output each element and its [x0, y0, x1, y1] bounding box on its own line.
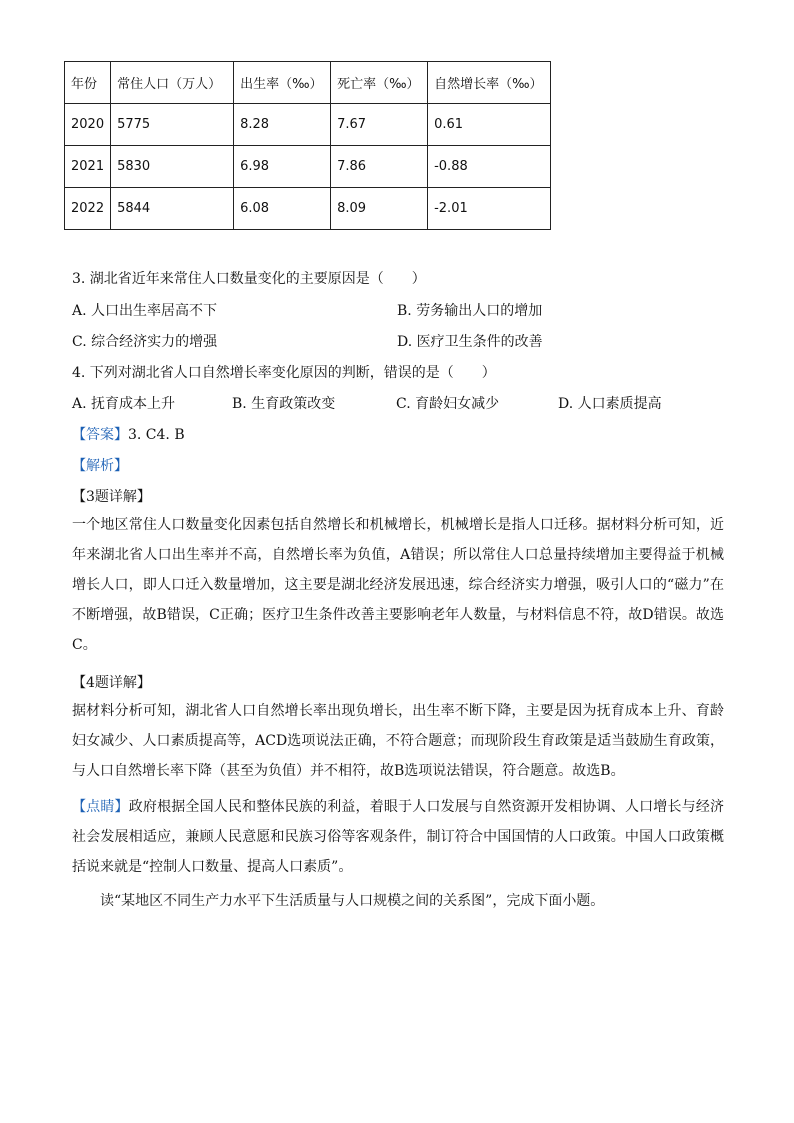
detail-4-tag: 【4题详解】 — [72, 675, 151, 691]
question-3-stem: 3. 湖北省近年来常住人口数量变化的主要原因是（ ） — [72, 271, 426, 287]
question-3-option-c: C. 综合经济实力的增强 — [72, 334, 218, 350]
table-cell: 5844 — [111, 188, 234, 230]
table-row — [65, 146, 551, 188]
table-cell: 2021 — [65, 146, 111, 188]
reading-instruction: 读“某地区不同生产力水平下生活质量与人口规模之间的关系图”，完成下面小题。 — [100, 893, 605, 909]
table-cell: -0.88 — [428, 146, 551, 188]
pointer-tag: 【点睛】 — [72, 799, 129, 815]
question-3-option-d: D. 医疗卫生条件的改善 — [397, 334, 543, 350]
analysis-tag: 【解析】 — [72, 458, 128, 474]
table-cell: 0.61 — [428, 104, 551, 146]
table-row — [65, 188, 551, 230]
answer-text: 3. C4. B — [128, 427, 185, 443]
detail-4-text: 据材料分析可知，湖北省人口自然增长率出现负增长，出生率不断下降，主要是因为抚育成本上升、育龄妇女减少、人口素质提高等，ACD选项说法正确，不符合题意；而现阶段生育政策是适当鼓励生育政策，与人口自然增长率下降（甚至为负值）并不相符，故B选项说法错误，符合题意。故选B。 — [72, 703, 724, 779]
table-header-cell: 死亡率（‰） — [331, 62, 428, 104]
table-cell: -2.01 — [428, 188, 551, 230]
pointer-block — [72, 792, 724, 882]
question-3-option-b: B. 劳务输出人口的增加 — [397, 303, 543, 319]
pointer-text: 政府根据全国人民和整体民族的利益，着眼于人口发展与自然资源开发相协调、人口增长与经济社会发展相适应，兼顾人民意愿和民族习俗等客观条件，制订符合中国国情的人口政策。中国人口政策概括说来就是“控制人口数量、提高人口素质”。 — [72, 799, 725, 875]
table-header-row — [65, 62, 551, 104]
table-cell: 2022 — [65, 188, 111, 230]
table-cell: 7.67 — [331, 104, 428, 146]
question-4-option-b: B. 生育政策改变 — [232, 396, 336, 412]
table-cell: 8.28 — [234, 104, 331, 146]
answer-tag: 【答案】 — [72, 427, 128, 443]
detail-3-text: 一个地区常住人口数量变化因素包括自然增长和机械增长，机械增长是指人口迁移。据材料分析可知，近年来湖北省人口出生率并不高，自然增长率为负值，A错误；所以常住人口总量持续增加主要得益于机械增长人口，即人口迁入数量增加，这主要是湖北经济发展迅速，综合经济实力增强，吸引人口的“磁力”在不断增强，故B错误，C正确；医疗卫生条件改善主要影响老年人数量，与材料信息不符，故D错误。故选C。 — [72, 517, 724, 653]
table-row — [65, 104, 551, 146]
answer-line — [72, 424, 185, 444]
population-table — [64, 61, 551, 230]
table-cell: 6.08 — [234, 188, 331, 230]
question-4-stem: 4. 下列对湖北省人口自然增长率变化原因的判断，错误的是（ ） — [72, 365, 496, 381]
table-header-cell: 常住人口（万人） — [111, 62, 234, 104]
table-header-cell: 年份 — [65, 62, 111, 104]
table-header-cell: 出生率（‰） — [234, 62, 331, 104]
table-cell: 7.86 — [331, 146, 428, 188]
table-header-cell: 自然增长率（‰） — [428, 62, 551, 104]
question-4-option-d: D. 人口素质提高 — [558, 396, 662, 412]
table-cell: 2020 — [65, 104, 111, 146]
question-4-option-a: A. 抚育成本上升 — [72, 396, 176, 412]
table-cell: 6.98 — [234, 146, 331, 188]
table-cell: 5775 — [111, 104, 234, 146]
question-3-option-a: A. 人口出生率居高不下 — [72, 303, 218, 319]
table-cell: 8.09 — [331, 188, 428, 230]
table-cell: 5830 — [111, 146, 234, 188]
question-4-option-c: C. 育龄妇女减少 — [396, 396, 500, 412]
detail-3-tag: 【3题详解】 — [72, 489, 151, 505]
